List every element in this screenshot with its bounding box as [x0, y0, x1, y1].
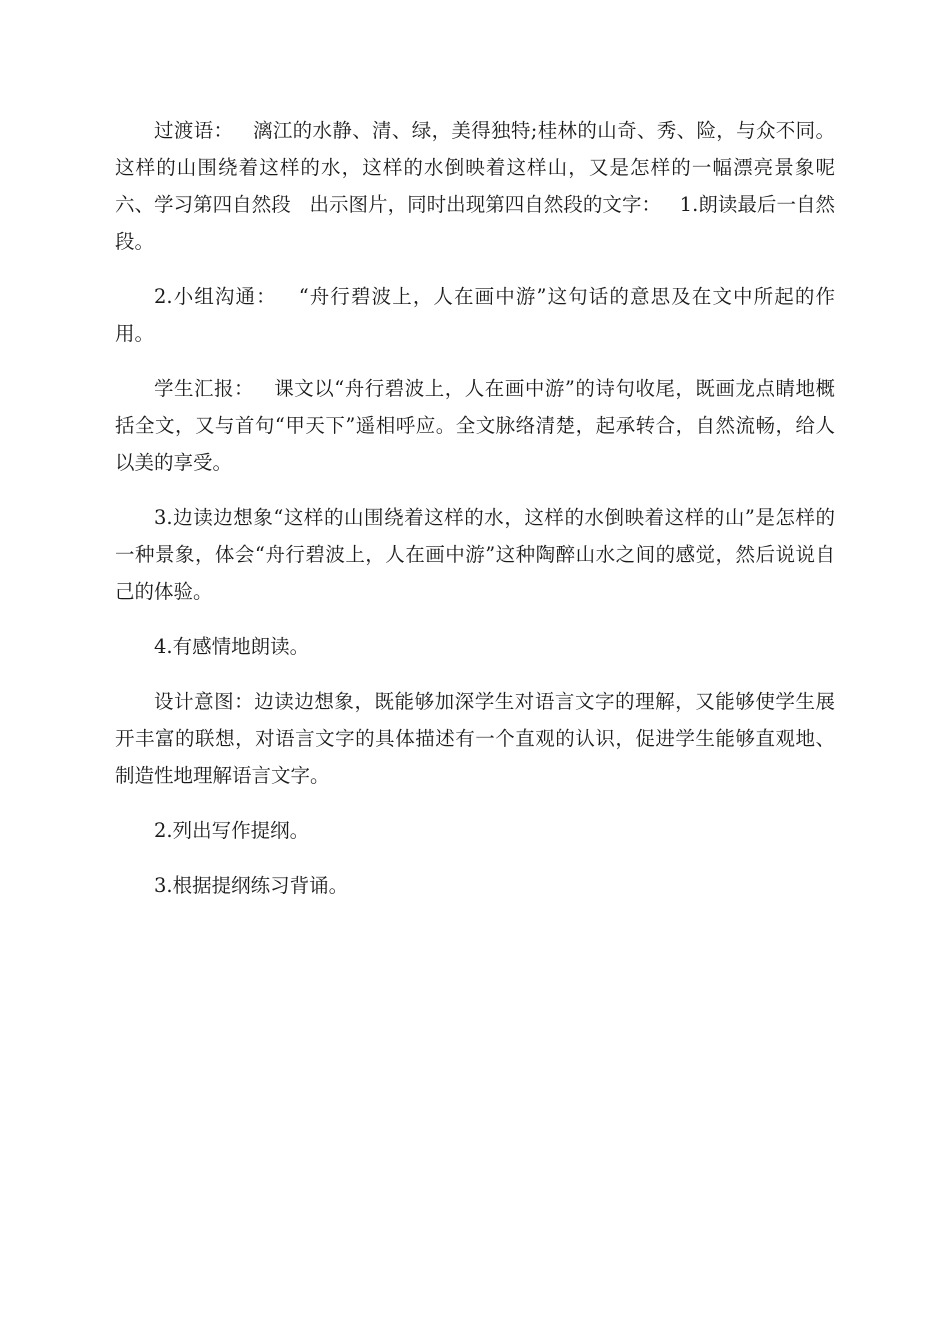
paragraph-transition: 过渡语： 漓江的水静、清、绿，美得独特;桂林的山奇、秀、险，与众不同。这样的山围绕着这样的水，这样的水倒映着这样山，又是怎样的一幅漂亮景象呢 六、学习第四自然段 出示图片，同时出现第四自然段的文字： 1.朗读最后一自然段。	[115, 119, 854, 253]
document-body	[115, 112, 854, 922]
paragraph-emotional-reading: 4.有感情地朗读。	[154, 635, 310, 658]
paragraph-group-discussion: 2.小组沟通： “舟行碧波上，人在画中游”这句话的意思及在文中所起的作用。	[115, 285, 835, 345]
paragraph-writing-outline: 2.列出写作提纲。	[154, 819, 310, 842]
paragraph-student-report: 学生汇报： 课文以“舟行碧波上，人在画中游”的诗句收尾，既画龙点睛地概括全文，又与首句“甲天下”遥相呼应。全文脉络清楚，起承转合，自然流畅，给人以美的享受。	[115, 377, 835, 474]
paragraph-imagine-reading: 3.边读边想象“这样的山围绕着这样的水，这样的水倒映着这样的山”是怎样的一种景象，体会“舟行碧波上，人在画中游”这种陶醉山水之间的感觉，然后说说自己的体验。	[115, 506, 835, 603]
paragraph-design-intent: 设计意图：边读边想象，既能够加深学生对语言文字的理解，又能够使学生展开丰富的联想，对语言文字的具体描述有一个直观的认识，促进学生能够直观地、制造性地理解语言文字。	[115, 690, 835, 787]
paragraph-recitation: 3.根据提纲练习背诵。	[154, 874, 349, 897]
